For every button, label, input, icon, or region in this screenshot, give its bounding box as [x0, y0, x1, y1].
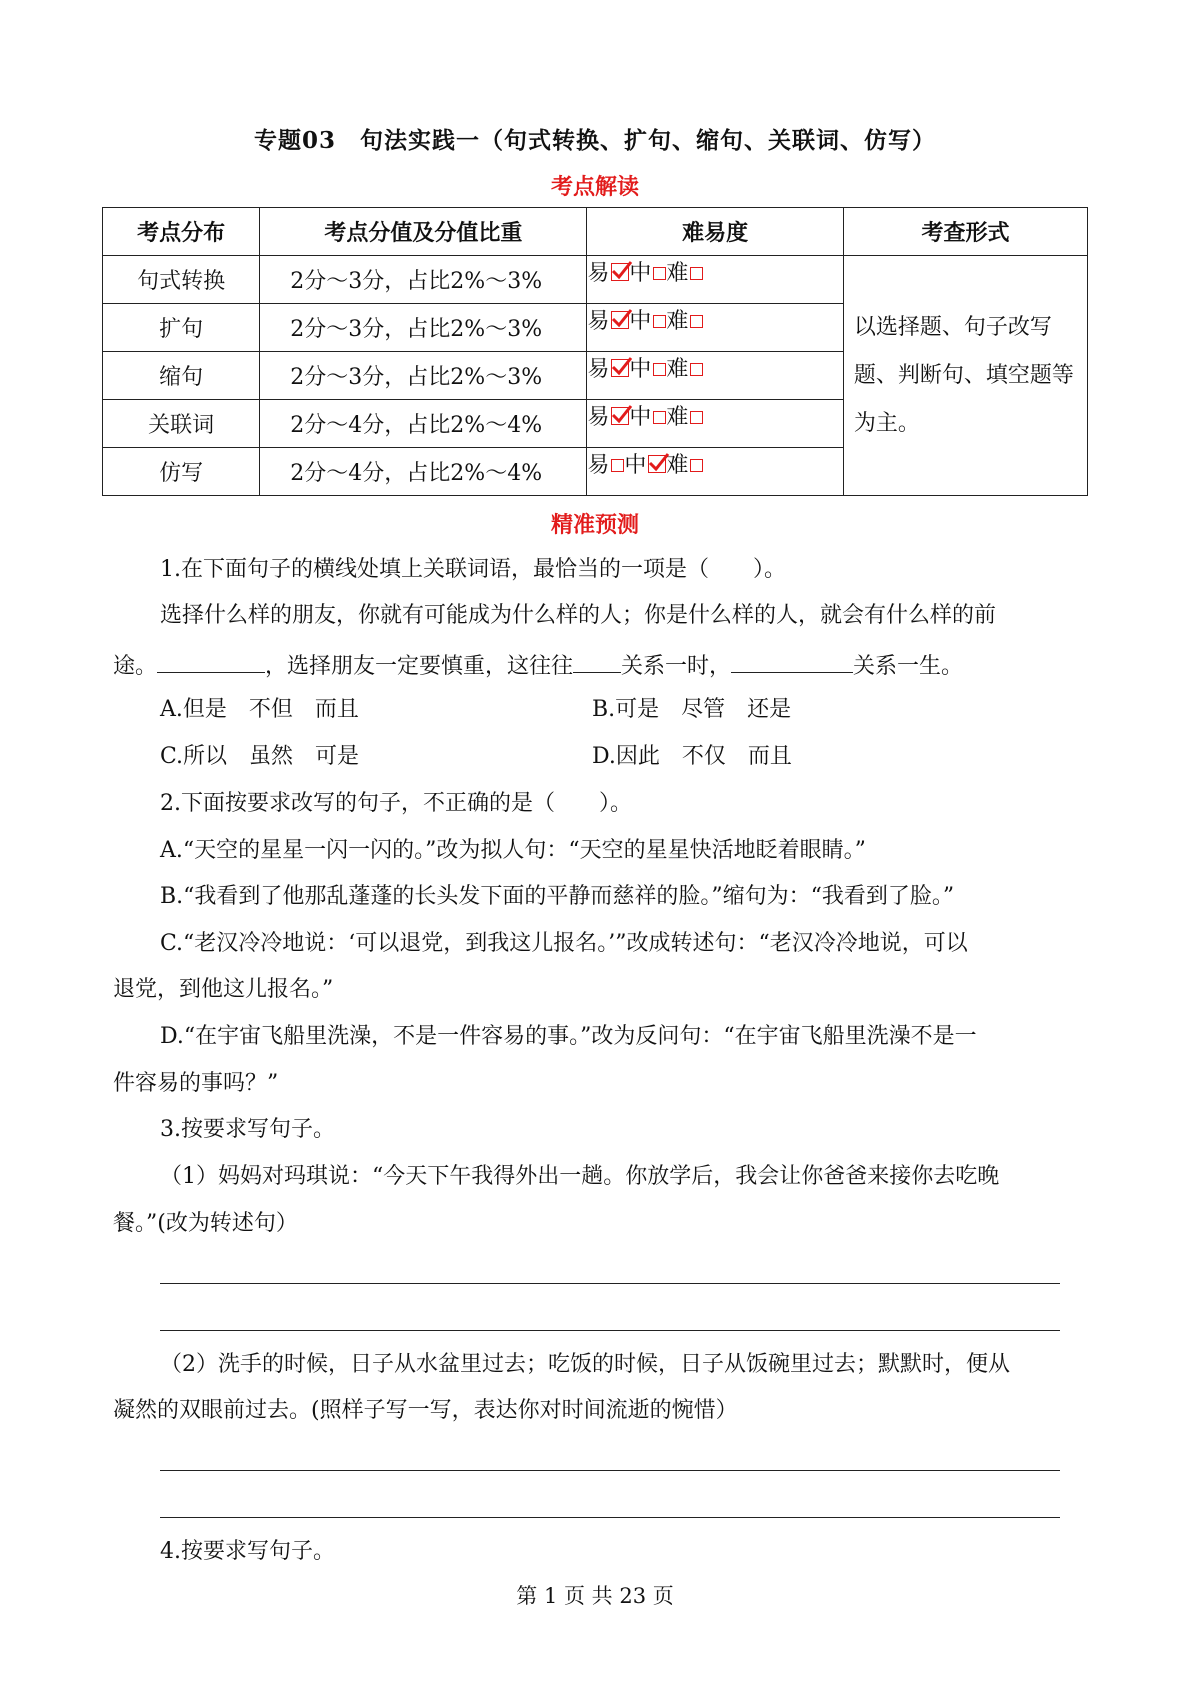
- difficulty-cell: [587, 448, 844, 496]
- difficulty-label: 难: [666, 357, 689, 382]
- difficulty-label: 中: [629, 261, 652, 286]
- q3-stem: 3.按要求写句子。: [160, 1117, 335, 1142]
- difficulty-cell: [587, 352, 844, 400]
- unchecked-box-icon[interactable]: [690, 411, 703, 424]
- difficulty-label: 中: [624, 453, 647, 478]
- q3-part2-cont: 凝然的双眼前过去。(照样子写一写，表达你对时间流逝的惋惜）: [113, 1398, 738, 1423]
- difficulty-label: 难: [666, 261, 689, 286]
- q1-option-a[interactable]: A.但是 不但 而且: [160, 697, 359, 722]
- unchecked-box-icon[interactable]: [611, 459, 624, 472]
- unchecked-box-icon[interactable]: [690, 315, 703, 328]
- difficulty-option[interactable]: [587, 309, 629, 334]
- unchecked-box-icon[interactable]: [690, 267, 703, 280]
- topic-cell: 句式转换: [103, 256, 260, 304]
- form-cell: 以选择题、句子改写题、判断句、填空题等为主。: [843, 256, 1087, 496]
- q2-option-c-cont: 退党，到他这儿报名。”: [113, 977, 334, 1002]
- difficulty-option[interactable]: [587, 453, 624, 478]
- unchecked-box-icon[interactable]: [653, 411, 666, 424]
- score-cell: 2分～3分，占比2%～3%: [260, 352, 587, 400]
- col-header: 考查形式: [843, 208, 1087, 256]
- section-heading-analysis: 考点解读: [550, 174, 639, 200]
- difficulty-label: 难: [666, 309, 689, 334]
- difficulty-label: 中: [629, 357, 652, 382]
- page-title: 专题03 句法实践一（句式转换、扩句、缩句、关联词、仿写）: [253, 127, 936, 154]
- difficulty-option[interactable]: [629, 261, 666, 286]
- q3-part1: （1）妈妈对玛琪说：“今天下午我得外出一趟。你放学后，我会让你爸爸来接你去吃晚: [160, 1164, 1000, 1189]
- answer-line[interactable]: [160, 1470, 1060, 1471]
- difficulty-option[interactable]: [629, 405, 666, 430]
- unchecked-box-icon[interactable]: [653, 363, 666, 376]
- table-row: [103, 256, 1088, 304]
- difficulty-option[interactable]: [666, 261, 703, 286]
- unchecked-box-icon[interactable]: [690, 459, 703, 472]
- q1-option-d[interactable]: D.因此 不仅 而且: [592, 744, 792, 769]
- topic-cell: 扩句: [103, 304, 260, 352]
- table-header-row: [103, 208, 1088, 256]
- unchecked-box-icon[interactable]: [690, 363, 703, 376]
- score-cell: 2分～4分，占比2%～4%: [260, 448, 587, 496]
- difficulty-cell: [587, 304, 844, 352]
- answer-line[interactable]: [160, 1517, 1060, 1518]
- exam-points-table: [102, 207, 1088, 496]
- q4-stem: 4.按要求写句子。: [160, 1539, 335, 1564]
- score-cell: 2分～3分，占比2%～3%: [260, 256, 587, 304]
- q2-option-d[interactable]: D.“在宇宙飞船里洗澡，不是一件容易的事。”改为反问句：“在宇宙飞船里洗澡不是一: [160, 1024, 977, 1049]
- answer-line[interactable]: [160, 1283, 1060, 1284]
- difficulty-label: 难: [666, 453, 689, 478]
- fill-blank[interactable]: [573, 648, 621, 673]
- col-header: 难易度: [587, 208, 844, 256]
- score-cell: 2分～4分，占比2%～4%: [260, 400, 587, 448]
- difficulty-cell: [587, 400, 844, 448]
- difficulty-label: 难: [666, 405, 689, 430]
- difficulty-label: 易: [587, 405, 610, 430]
- difficulty-option[interactable]: [587, 405, 629, 430]
- q1-option-b[interactable]: B.可是 尽管 还是: [592, 697, 792, 722]
- difficulty-option[interactable]: [629, 309, 666, 334]
- topic-cell: 缩句: [103, 352, 260, 400]
- unchecked-box-icon[interactable]: [653, 315, 666, 328]
- topic-cell: 仿写: [103, 448, 260, 496]
- q2-option-c[interactable]: C.“老汉冷冷地说：‘可以退党，到我这儿报名。’”改成转述句：“老汉冷冷地说，可以: [160, 931, 968, 956]
- difficulty-option[interactable]: [587, 261, 629, 286]
- score-cell: 2分～3分，占比2%～3%: [260, 304, 587, 352]
- q2-option-b[interactable]: B.“我看到了他那乱蓬蓬的长头发下面的平静而慈祥的脸。”缩句为：“我看到了脸。”: [160, 884, 955, 909]
- q1-stem: 1.在下面句子的横线处填上关联词语，最恰当的一项是（ ）。: [160, 557, 786, 582]
- answer-line[interactable]: [160, 1330, 1060, 1331]
- difficulty-option[interactable]: [666, 453, 703, 478]
- difficulty-option[interactable]: [666, 309, 703, 334]
- col-header: 考点分值及分值比重: [260, 208, 587, 256]
- q1-text: 关系一时，: [621, 654, 732, 679]
- q2-stem: 2.下面按要求改写的句子，不正确的是（ ）。: [160, 791, 632, 816]
- checked-box-icon[interactable]: [611, 311, 629, 329]
- q1-text: 关系一生。: [853, 654, 964, 679]
- difficulty-option[interactable]: [666, 357, 703, 382]
- difficulty-label: 中: [629, 405, 652, 430]
- difficulty-option[interactable]: [587, 357, 629, 382]
- checked-box-icon[interactable]: [611, 263, 629, 281]
- col-header: 考点分布: [103, 208, 260, 256]
- fill-blank[interactable]: [731, 648, 853, 673]
- q1-text: 途。: [113, 654, 158, 679]
- checked-box-icon[interactable]: [611, 407, 629, 425]
- difficulty-label: 易: [587, 357, 610, 382]
- fill-blank[interactable]: [157, 648, 265, 673]
- q3-part2: （2）洗手的时候，日子从水盆里过去；吃饭的时候，日子从饭碗里过去；默默时，便从: [160, 1352, 1010, 1377]
- section-heading-prediction: 精准预测: [550, 512, 639, 538]
- q1-passage-line1: 选择什么样的朋友，你就有可能成为什么样的人；你是什么样的人，就会有什么样的前: [160, 603, 997, 628]
- difficulty-label: 易: [587, 261, 610, 286]
- topic-cell: 关联词: [103, 400, 260, 448]
- page-footer: 第 1 页 共 23 页: [516, 1584, 674, 1608]
- checked-box-icon[interactable]: [648, 455, 666, 473]
- difficulty-cell: [587, 256, 844, 304]
- q3-part1-cont: 餐。”(改为转述句）: [113, 1211, 298, 1236]
- q2-option-a[interactable]: A.“天空的星星一闪一闪的。”改为拟人句：“天空的星星快活地眨着眼睛。”: [160, 838, 866, 863]
- q1-text: ，选择朋友一定要慎重，这往往: [265, 654, 574, 679]
- checked-box-icon[interactable]: [611, 359, 629, 377]
- difficulty-label: 易: [587, 453, 610, 478]
- difficulty-option[interactable]: [624, 453, 666, 478]
- unchecked-box-icon[interactable]: [653, 267, 666, 280]
- q1-passage-line2: [113, 648, 963, 682]
- difficulty-option[interactable]: [629, 357, 666, 382]
- difficulty-label: 易: [587, 309, 610, 334]
- q2-option-d-cont: 件容易的事吗？”: [113, 1071, 279, 1096]
- q1-option-c[interactable]: C.所以 虽然 可是: [160, 744, 360, 769]
- difficulty-option[interactable]: [666, 405, 703, 430]
- difficulty-label: 中: [629, 309, 652, 334]
